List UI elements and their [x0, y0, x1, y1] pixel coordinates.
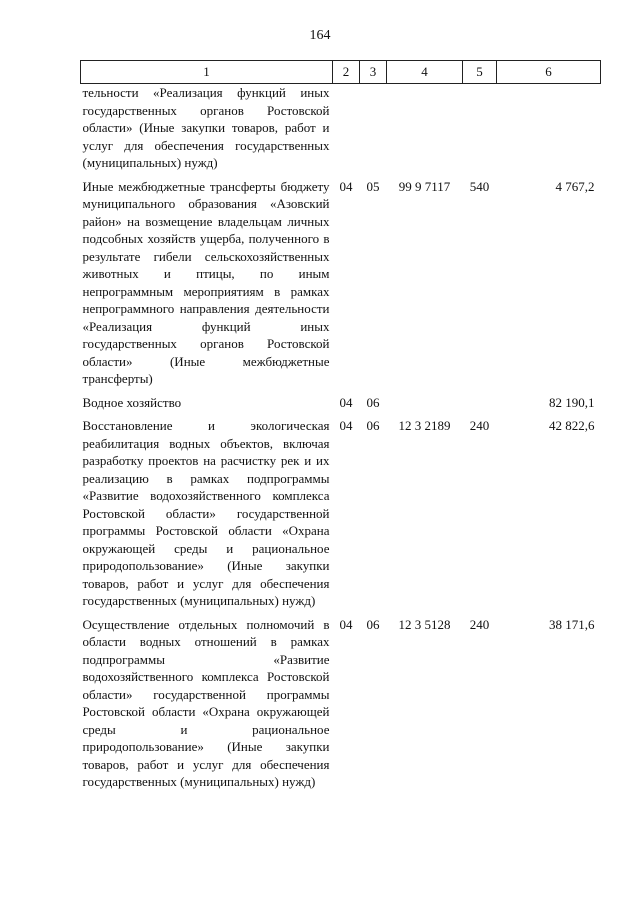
column-header: 6: [497, 61, 601, 84]
row-subsection-code: 05: [366, 178, 380, 194]
table-row: [81, 388, 601, 412]
row-amount: [497, 84, 601, 172]
column-header: 3: [360, 61, 387, 84]
row-subsection-code: 06: [366, 418, 380, 433]
row-target-article: [387, 84, 463, 172]
row-amount: 38 171,6: [549, 616, 595, 632]
column-header: 2: [333, 61, 360, 84]
row-expense-type: 540: [469, 178, 490, 194]
budget-table: [80, 60, 601, 791]
row-expense-type: 240: [469, 616, 490, 632]
row-description: тельности «Реализация функций иных государственных органов Ростовской области» (Иные закупки товаров, работ и услуг для обеспечения государственных (муниципальных) нужд): [82, 85, 330, 170]
row-amount: 82 190,1: [549, 394, 595, 410]
row-subsection-code: 06: [366, 394, 380, 410]
row-description: Восстановление и экологическая реабилитация водных объектов, включая разработку проектов на расчистку рек и их реализацию в рамках подпрограммы «Развитие водохозяйственного комплекса Ростовской области» государственной программы Ростовской области «Охрана окружающей среды и рациональное природопользование» (Иные закупки товаров, работ и услуг для обеспечения государственных (муниципальных) нужд): [82, 418, 330, 608]
row-description: Иные межбюджетные трансферты бюджету муниципального образования «Азовский район» на возмещение владельцам личных подсобных хозяйств ущерба, полученного в результате гибели сельскохозяйственных животных и птицы, по иным непрограммным мероприятиям в рамках непрограммного направления деятельности «Реализация функций иных государственных органов Ростовской области» (Иные межбюджетные трансферты): [82, 178, 330, 386]
row-subsection-code: 06: [366, 616, 380, 632]
table-header-row: [81, 61, 601, 84]
row-expense-type: 240: [469, 418, 490, 433]
row-section-code: 04: [339, 394, 353, 410]
row-section-code: 04: [339, 616, 353, 632]
row-section-code: 04: [339, 178, 353, 194]
row-subsection-code: [360, 84, 387, 172]
row-description: Осуществление отдельных полномочий в области водных отношений в рамках подпрограммы «Развитие водохозяйственного комплекса Ростовской области» государственной программы Ростовской области «Охрана окружающей среды и рациональное природопользование» (Иные закупки товаров, работ и услуг для обеспечения государственных (муниципальных) нужд): [82, 616, 330, 789]
row-expense-type: [463, 84, 497, 172]
row-target-article: 99 9 7117: [398, 178, 451, 194]
table-row: [81, 411, 601, 610]
table-row: [81, 610, 601, 791]
row-description: Водное хозяйство: [82, 394, 182, 410]
row-amount: 4 767,2: [555, 178, 595, 194]
column-header: 1: [81, 61, 333, 84]
page-number: 164: [309, 28, 331, 43]
row-target-article: [387, 388, 463, 412]
row-section-code: 04: [339, 418, 353, 433]
column-header: 4: [387, 61, 463, 84]
row-target-article: 12 3 5128: [398, 616, 451, 632]
row-section-code: [333, 84, 360, 172]
column-header: 5: [463, 61, 497, 84]
row-target-article: 12 3 2189: [398, 418, 451, 433]
table-row: [81, 172, 601, 388]
row-amount: 42 822,6: [549, 418, 595, 433]
row-expense-type: [463, 388, 497, 412]
table-row: [81, 84, 601, 172]
